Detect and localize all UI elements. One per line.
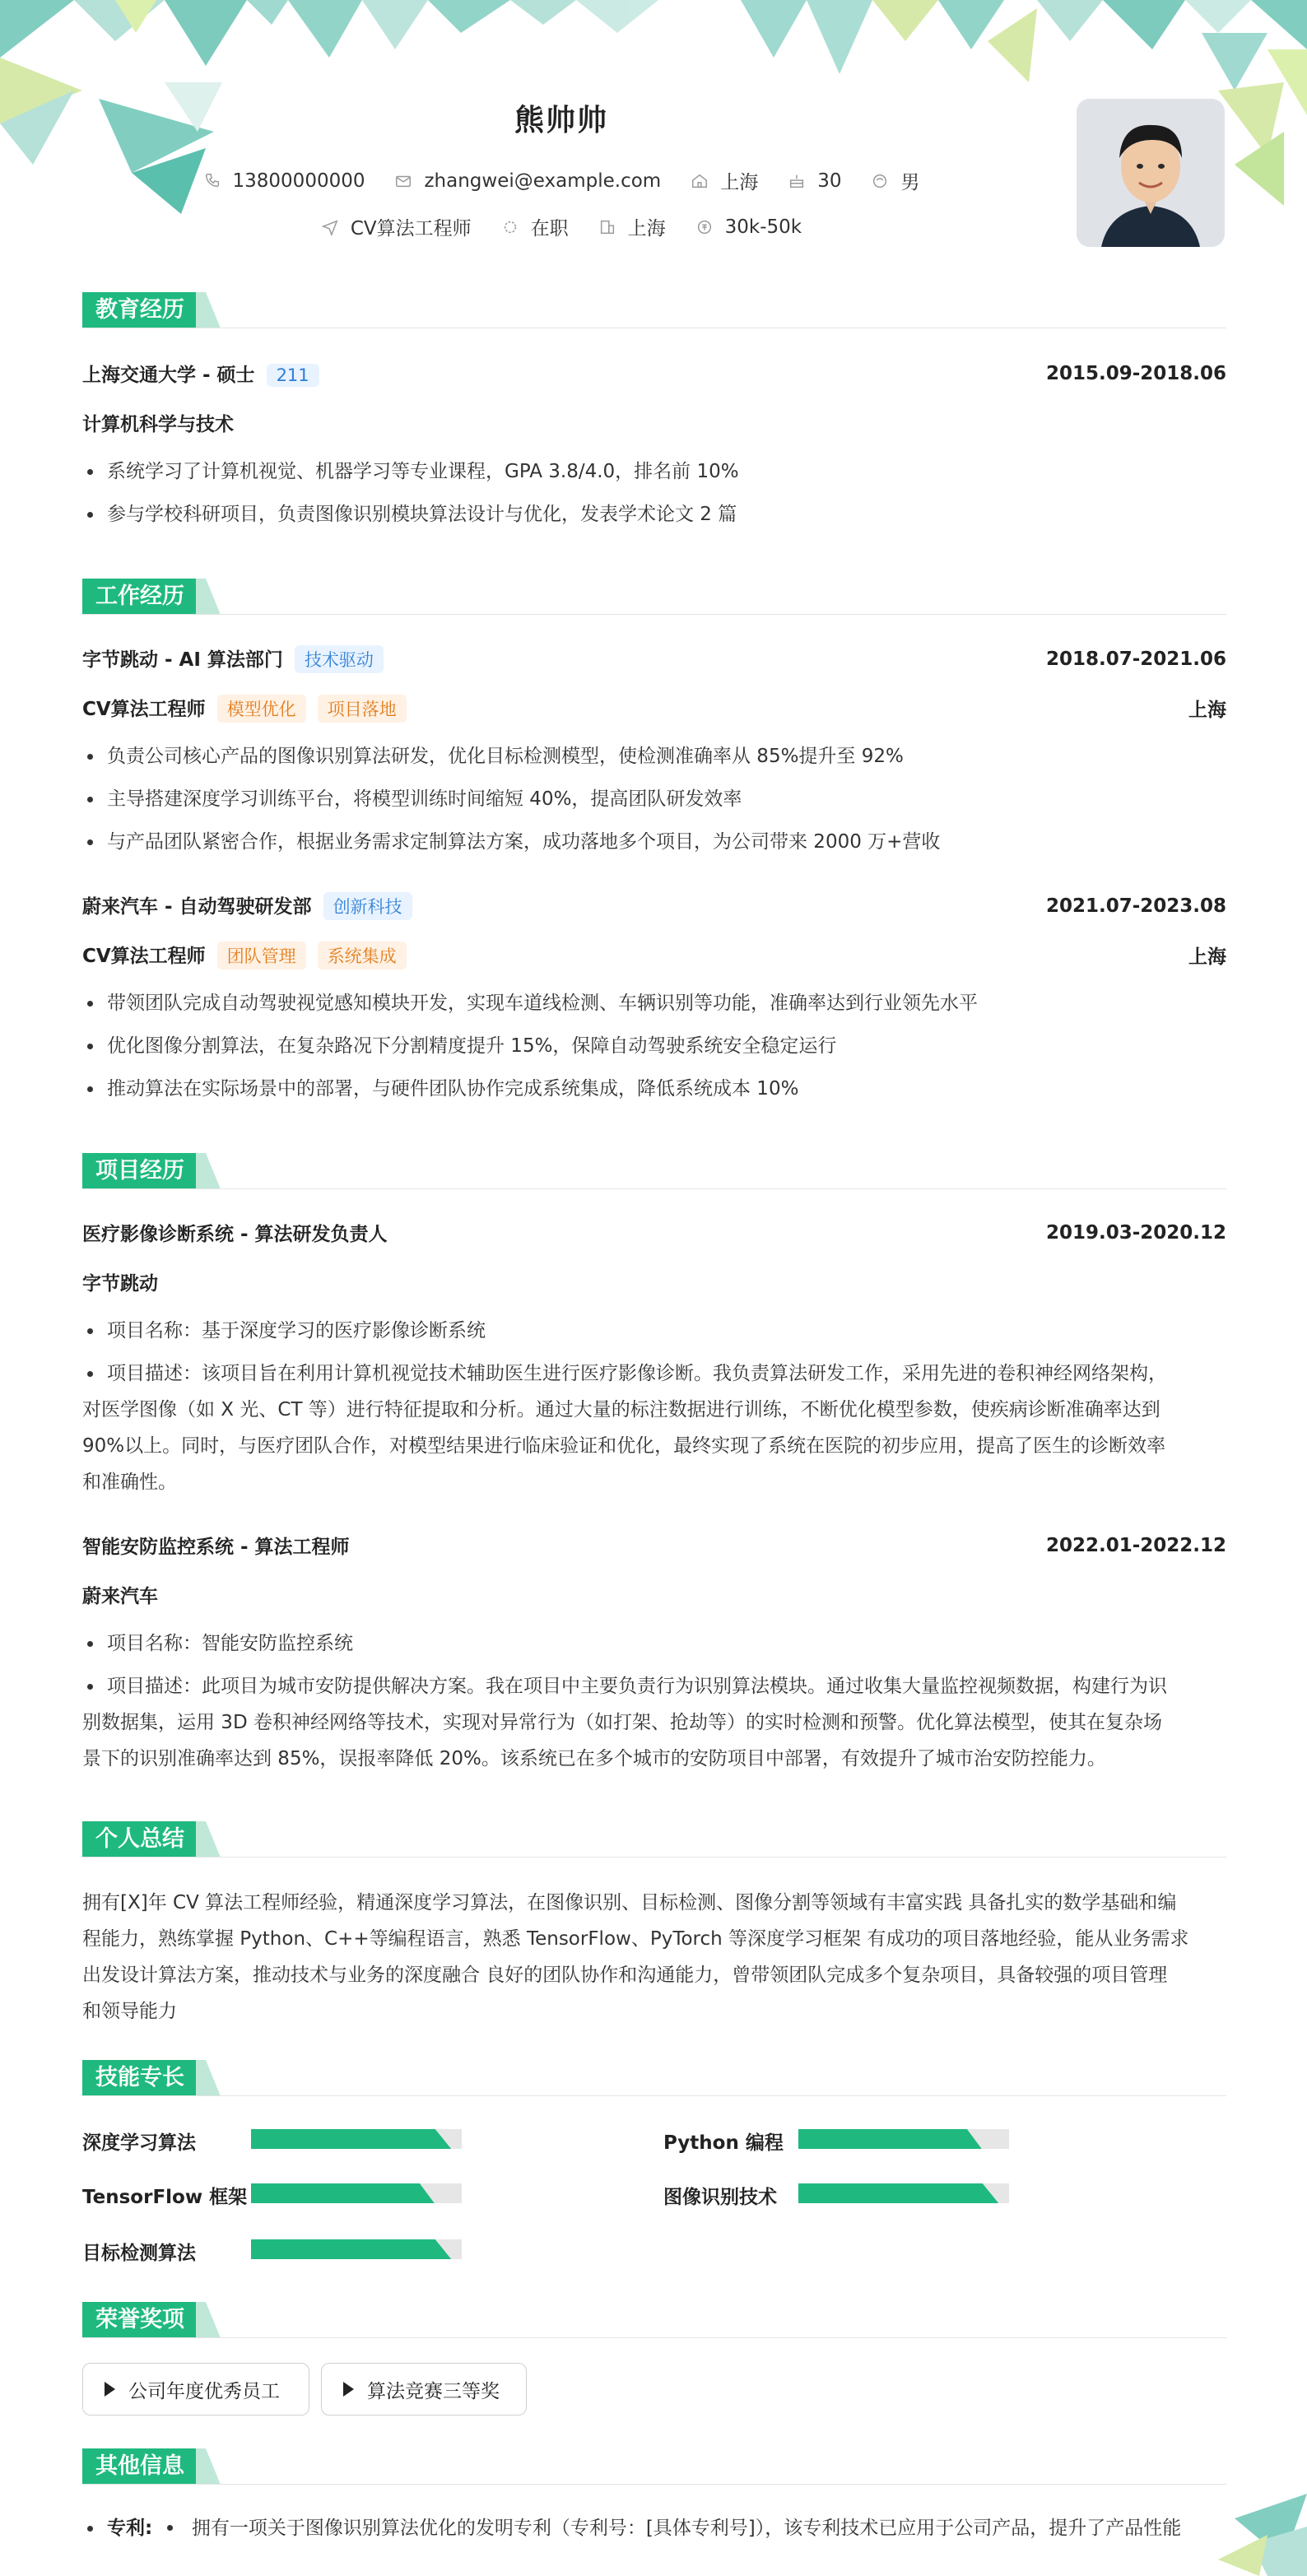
list-item: 负责公司核心产品的图像识别算法研发，优化目标检测模型，使检测准确率从 85%提升至 92% (82, 738, 1226, 774)
section-title: 荣誉奖项 (82, 2302, 198, 2338)
project-org: 字节跳动 (82, 1273, 158, 1295)
salary-text: 30k-50k (724, 216, 802, 238)
section-title-decoration (196, 2448, 221, 2485)
skill-bar (251, 2183, 462, 2203)
summary-line: 程能力，熟练掌握 Python、C++等编程语言，熟悉 TensorFlow、PyTorch 等深度学习框架 有成功的项目落地经验，能从业务需求 (82, 1928, 1189, 1950)
project-desc-line: 别数据集，运用 3D 卷积神经网络等技术，实现对异常行为（如打架、抢劫等）的实时检测和预警。优化算法模型，使其在复杂场 (82, 1712, 1162, 1733)
list-item: 系统学习了计算机视觉、机器学习等专业课程，GPA 3.8/4.0，排名前 10% (82, 453, 1226, 490)
summary-line: 拥有[X]年 CV 算法工程师经验，精通深度学习算法，在图像识别、目标检测、图像分割等领域有丰富实践 具备扎实的数学基础和编 (82, 1892, 1177, 1913)
contact-row (0, 167, 1123, 194)
status-text: 在职 (530, 218, 569, 239)
awards-header (82, 2302, 1226, 2338)
list-item: 推动算法在实际场景中的部署，与硬件团队协作完成系统集成，降低系统成本 10% (82, 1071, 1226, 1107)
role-tag: 项目落地 (318, 695, 407, 723)
company-tag: 技术驱动 (295, 645, 384, 673)
summary-line: 和领导能力 (82, 2001, 177, 2022)
position-item (321, 213, 472, 240)
projects-section (82, 1153, 1226, 1189)
summary-section (82, 1821, 1226, 1858)
section-title-decoration (196, 292, 221, 328)
project-org: 蔚来汽车 (82, 1586, 158, 1607)
list-item: 项目描述：该项目旨在利用计算机视觉技术辅助医生进行医疗影像诊断。我负责算法研发工作，采用先进的卷积神经网络架构， (82, 1355, 1226, 1392)
list-item: 项目名称：基于深度学习的医疗影像诊断系统 (82, 1313, 1226, 1349)
job-intent-row (0, 213, 1123, 240)
play-icon (343, 2382, 354, 2397)
project-desc-line: 90%以上。同时，与医疗团队合作，对模型结果进行临床验证和优化，最终实现了系统在医院的初步应用，提高了医生的诊断效率 (82, 1435, 1166, 1457)
list-item: 主导搭建深度学习训练平台，将模型训练时间缩短 40%，提高团队研发效率 (82, 781, 1226, 817)
project-title: 智能安防监控系统 - 算法工程师 (82, 1537, 350, 1558)
projects-header (82, 1153, 1226, 1189)
section-title-decoration (196, 579, 221, 615)
awards-section (82, 2302, 1226, 2338)
company-name: 蔚来汽车 - 自动驾驶研发部 (82, 896, 312, 918)
section-title: 项目经历 (82, 1153, 198, 1189)
email-text: zhangwei@example.com (424, 170, 662, 192)
gender-item (871, 167, 919, 194)
education-date: 2015.09-2018.06 (1045, 362, 1226, 384)
list-item (82, 2510, 1226, 2546)
skill-bar-fill (251, 2183, 435, 2203)
position-text: CV算法工程师 (350, 218, 472, 239)
section-title-decoration (196, 1153, 221, 1189)
section-title: 教育经历 (82, 292, 198, 328)
education-section (82, 292, 1226, 328)
work-date: 2018.07-2021.06 (1045, 648, 1226, 670)
role-title: CV算法工程师 (82, 699, 206, 720)
project-date: 2019.03-2020.12 (1045, 1221, 1226, 1244)
cake-icon (788, 172, 806, 190)
other-header (82, 2448, 1226, 2485)
other-label: 专利: (107, 2518, 153, 2539)
education-header (82, 292, 1226, 328)
role-tag: 系统集成 (318, 942, 407, 969)
avatar-icon (1077, 99, 1225, 247)
skill-bar-fill (251, 2239, 451, 2259)
school-degree: 上海交通大学 - 硕士 (82, 365, 255, 386)
skill-bar (798, 2129, 1009, 2149)
section-title: 个人总结 (82, 1821, 198, 1858)
work-date: 2021.07-2023.08 (1045, 895, 1226, 917)
bullet-dot (167, 2525, 173, 2531)
major: 计算机科学与技术 (82, 414, 234, 435)
award-badge: 算法竞赛三等奖 (321, 2363, 527, 2416)
age-text: 30 (817, 170, 842, 192)
age-item (788, 170, 841, 192)
work-city: 上海 (1188, 700, 1226, 721)
company-tag: 创新科技 (323, 892, 412, 920)
project-title: 医疗影像诊断系统 - 算法研发负责人 (82, 1224, 388, 1245)
salary-item (695, 216, 802, 238)
list-item: 优化图像分割算法，在复杂路况下分割精度提升 15%，保障自动驾驶系统安全稳定运行 (82, 1028, 1226, 1064)
section-title: 其他信息 (82, 2448, 198, 2485)
other-text: 拥有一项关于图像识别算法优化的发明专利（专利号：[具体专利号]），该专利技术已应用于公司产品，提升了产品性能 (191, 2518, 1182, 2539)
status-item (501, 213, 569, 240)
send-icon (321, 218, 339, 236)
school-tag: 211 (267, 364, 319, 387)
skill-item: 目标检测算法 (82, 2243, 196, 2264)
email-item (394, 170, 661, 192)
work-header (82, 579, 1226, 615)
role-tag: 团队管理 (217, 942, 306, 969)
project-desc-line: 和准确性。 (82, 1472, 177, 1493)
list-item: 与产品团队紧密合作，根据业务需求定制算法方案，成功落地多个项目，为公司带来 2000 万+营收 (82, 824, 1226, 860)
skill-bar (251, 2129, 462, 2149)
list-item: 项目描述：此项目为城市安防提供解决方案。我在项目中主要负责行为识别算法模块。通过收集大量监控视频数据，构建行为识 (82, 1668, 1226, 1704)
status-icon (501, 218, 519, 236)
mail-icon (394, 172, 412, 190)
skill-item: TensorFlow 框架 (82, 2187, 248, 2208)
role-tag: 模型优化 (217, 695, 306, 723)
list-item: 带领团队完成自动驾驶视觉感知模块开发，实现车道线检测、车辆识别等功能，准确率达到行业领先水平 (82, 985, 1226, 1021)
skills-section (82, 2060, 1226, 2096)
summary-line: 出发设计算法方案，推动技术与业务的深度融合 良好的团队协作和沟通能力，曾带领团队完成多个复杂项目，具备较强的项目管理 (82, 1965, 1168, 1986)
role-title: CV算法工程师 (82, 946, 206, 967)
company-name: 字节跳动 - AI 算法部门 (82, 649, 283, 671)
project-desc-line: 景下的识别准确率达到 85%，误报率降低 20%。该系统已在多个城市的安防项目中部署，有效提升了城市治安防控能力。 (82, 1748, 1106, 1769)
list-item: 项目名称：智能安防监控系统 (82, 1625, 1226, 1662)
target-city-item (598, 213, 666, 240)
profile-photo (1077, 99, 1225, 247)
skill-item: 深度学习算法 (82, 2132, 196, 2154)
skill-item: 图像识别技术 (663, 2187, 777, 2208)
skill-bar (798, 2183, 1009, 2203)
summary-header (82, 1821, 1226, 1858)
skill-bar-fill (798, 2129, 982, 2149)
gender-text: 男 (900, 172, 920, 193)
skills-header (82, 2060, 1226, 2096)
work-city: 上海 (1188, 946, 1226, 968)
section-title: 工作经历 (82, 579, 198, 615)
phone-item (203, 170, 365, 192)
candidate-name: 熊帅帅 (514, 104, 608, 137)
building-icon (598, 218, 616, 236)
home-icon (691, 172, 709, 190)
play-icon (105, 2382, 115, 2397)
skill-bar-fill (251, 2129, 451, 2149)
target-city-text: 上海 (627, 218, 666, 239)
section-title-decoration (196, 2302, 221, 2338)
section-title-decoration (196, 1821, 221, 1858)
award-badge: 公司年度优秀员工 (82, 2363, 309, 2416)
phone-icon (203, 172, 221, 190)
work-section (82, 579, 1226, 615)
location-item (691, 167, 758, 194)
phone-text: 13800000000 (232, 170, 365, 192)
location-text: 上海 (720, 172, 759, 193)
gender-icon (871, 172, 889, 190)
section-title-decoration (196, 2060, 221, 2096)
skill-bar (251, 2239, 462, 2259)
project-date: 2022.01-2022.12 (1045, 1534, 1226, 1556)
coin-icon (695, 218, 714, 236)
skill-item: Python 编程 (663, 2132, 784, 2154)
list-item: 参与学校科研项目，负责图像识别模块算法设计与优化，发表学术论文 2 篇 (82, 496, 1226, 532)
skills-grid (82, 2127, 1226, 2309)
awards-list (82, 2363, 1226, 2417)
section-title: 技能专长 (82, 2060, 198, 2096)
project-desc-line: 对医学图像（如 X 光、CT 等）进行特征提取和分析。通过大量的标注数据进行训练，不断优化模型参数，使疾病诊断准确率达到 (82, 1399, 1160, 1421)
skill-bar-fill (798, 2183, 998, 2203)
other-section (82, 2448, 1226, 2485)
